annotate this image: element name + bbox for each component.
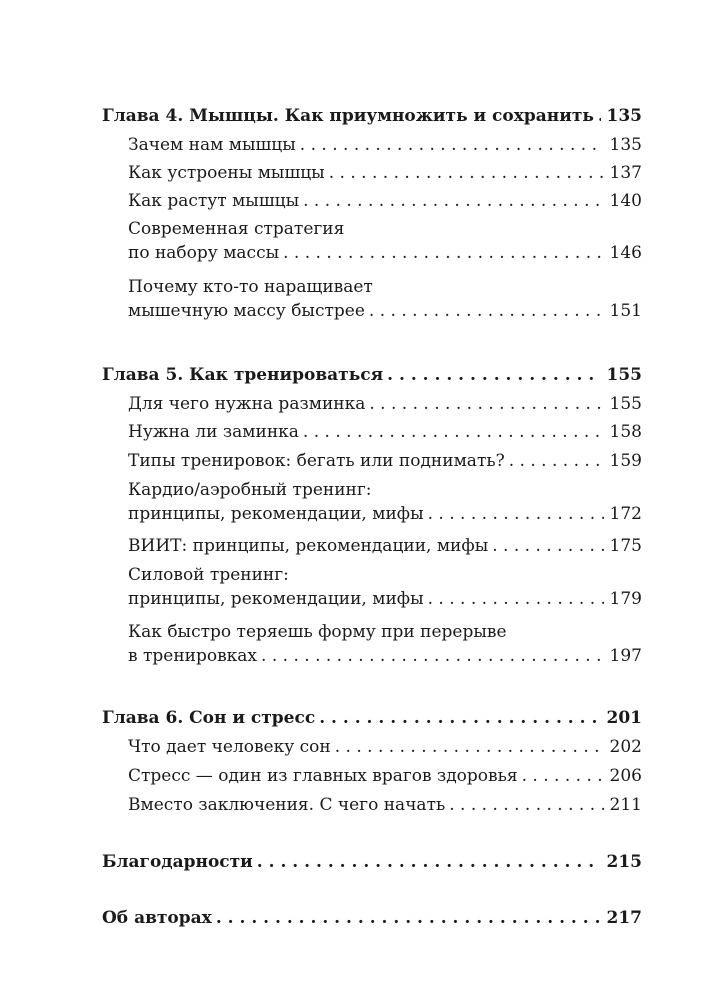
page-number: 197 bbox=[609, 646, 642, 666]
page-number: 201 bbox=[606, 708, 642, 728]
leader-dots bbox=[428, 504, 604, 524]
leader-dots bbox=[598, 106, 601, 126]
page-number: 135 bbox=[609, 135, 642, 155]
entry-title: ВИИТ: принципы, рекомендации, мифы bbox=[128, 536, 489, 556]
entry-title-line1: Почему кто-то наращивает bbox=[128, 277, 373, 297]
entry-title-line1: Как быстро теряешь форму при перерыве bbox=[128, 622, 507, 642]
page-number: 155 bbox=[609, 394, 642, 414]
leader-dots bbox=[369, 394, 603, 414]
page-number: 146 bbox=[609, 243, 642, 263]
page-number: 175 bbox=[609, 536, 642, 556]
page-number: 137 bbox=[609, 163, 642, 183]
entry-title: Нужна ли заминка bbox=[128, 422, 299, 442]
page-number: 211 bbox=[609, 795, 642, 815]
page-number: 140 bbox=[609, 191, 642, 211]
entry-title: Как устроены мышцы bbox=[128, 163, 325, 183]
leader-dots bbox=[335, 737, 604, 757]
leader-dots bbox=[300, 135, 604, 155]
page-number: 179 bbox=[609, 589, 642, 609]
leader-dots bbox=[428, 589, 604, 609]
page-number: 202 bbox=[609, 737, 642, 757]
page-number: 217 bbox=[606, 908, 642, 928]
page-number: 215 bbox=[606, 852, 642, 872]
leader-dots bbox=[492, 536, 603, 556]
leader-dots bbox=[303, 191, 603, 211]
leader-dots bbox=[329, 163, 604, 183]
entry-title-line1: Современная стратегия bbox=[128, 219, 345, 239]
chapter-title: Глава 5. Как тренироваться bbox=[102, 365, 384, 385]
page-number: 159 bbox=[609, 451, 642, 471]
entry-title-line1: Силовой тренинг: bbox=[128, 565, 289, 585]
page-number: 158 bbox=[609, 422, 642, 442]
leader-dots bbox=[387, 365, 600, 385]
entry-title-line1: Кардио/аэробный тренинг: bbox=[128, 480, 372, 500]
leader-dots bbox=[319, 708, 600, 728]
leader-dots bbox=[216, 908, 601, 928]
page-number: 172 bbox=[609, 504, 642, 524]
leader-dots bbox=[257, 852, 601, 872]
entry-title: мышечную массу быстрее bbox=[128, 301, 365, 321]
chapter-title: Об авторах bbox=[102, 908, 212, 928]
entry-title: Вместо заключения. С чего начать bbox=[128, 795, 446, 815]
entry-title: Зачем нам мышцы bbox=[128, 135, 296, 155]
entry-title: Типы тренировок: бегать или поднимать? bbox=[128, 451, 505, 471]
leader-dots bbox=[261, 646, 604, 666]
leader-dots bbox=[283, 243, 603, 263]
chapter-title: Глава 6. Сон и стресс bbox=[102, 708, 316, 728]
entry-title: по набору массы bbox=[128, 243, 280, 263]
leader-dots bbox=[369, 301, 604, 321]
leader-dots bbox=[522, 766, 604, 786]
entry-title: в тренировках bbox=[128, 646, 258, 666]
entry-title: принципы, рекомендации, мифы bbox=[128, 504, 424, 524]
entry-title: принципы, рекомендации, мифы bbox=[128, 589, 424, 609]
entry-title: Как растут мышцы bbox=[128, 191, 300, 211]
leader-dots bbox=[449, 795, 603, 815]
leader-dots bbox=[303, 422, 604, 442]
chapter-title: Благодарности bbox=[102, 852, 253, 872]
entry-title: Для чего нужна разминка bbox=[128, 394, 366, 414]
page-number: 135 bbox=[606, 106, 642, 126]
chapter-title: Глава 4. Мышцы. Как приумножить и сохранить bbox=[102, 106, 594, 126]
entry-title: Стресс — один из главных врагов здоровья bbox=[128, 766, 518, 786]
page-number: 206 bbox=[609, 766, 642, 786]
page-number: 155 bbox=[606, 365, 642, 385]
entry-title: Что дает человеку сон bbox=[128, 737, 331, 757]
leader-dots bbox=[509, 451, 604, 471]
page-number: 151 bbox=[609, 301, 642, 321]
